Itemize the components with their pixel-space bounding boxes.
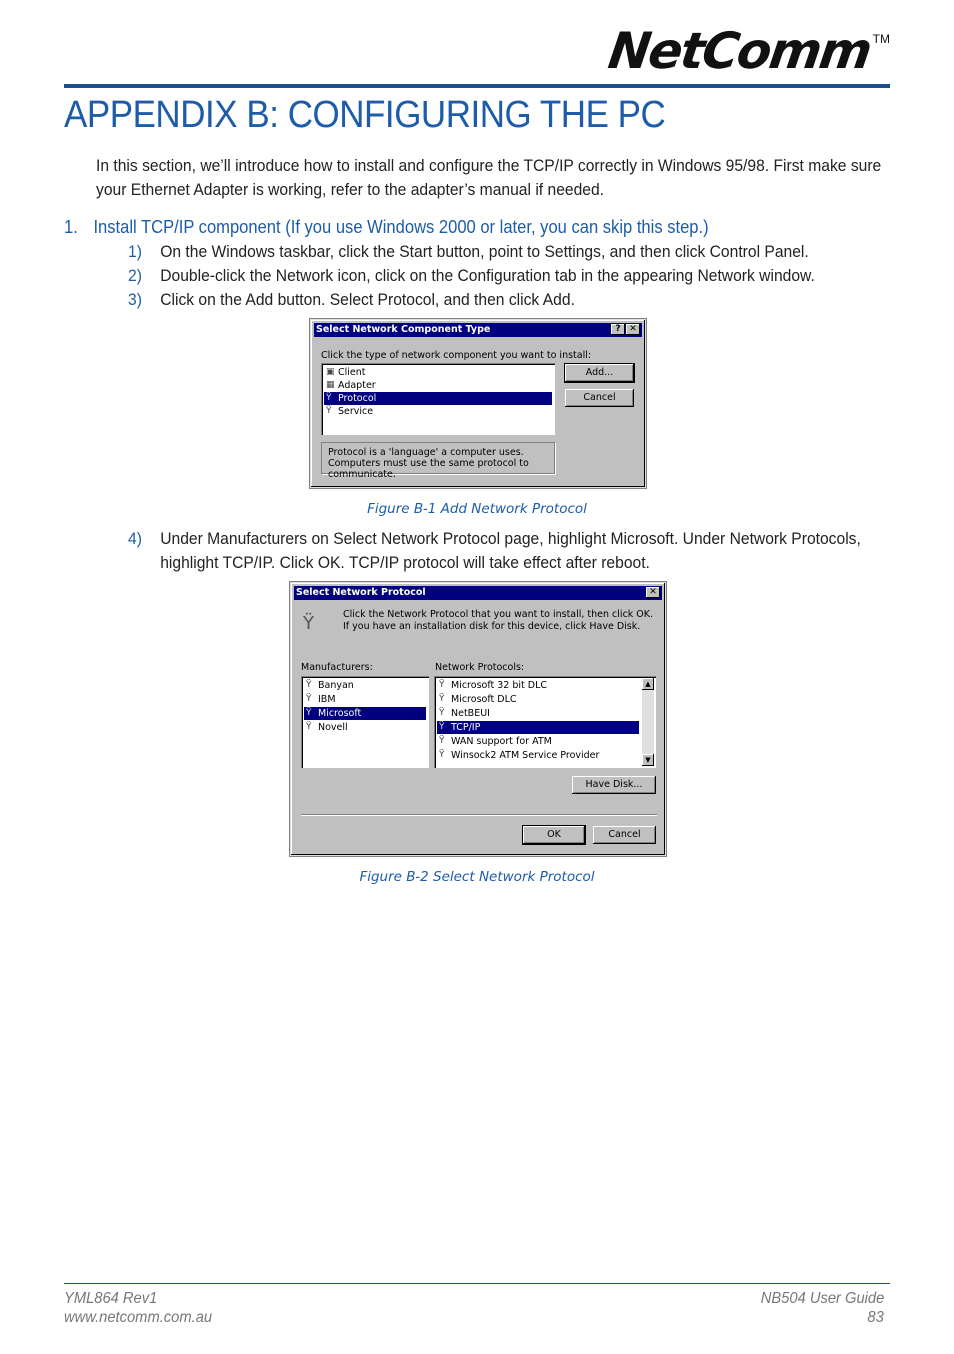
- component-description: Protocol is a 'language' a computer uses. Computers must use the same protocol to communicate.: [321, 442, 555, 474]
- list-item-ms-32bit-dlc[interactable]: Ÿ Microsoft 32 bit DLC: [439, 680, 548, 691]
- substep-number: 1): [128, 242, 142, 261]
- substep-text: On the Windows taskbar, click the Start button, point to Settings, and then click Control Panel.: [160, 242, 809, 261]
- protocol-icon: Ÿ: [439, 750, 445, 760]
- protocols-label: Network Protocols:: [435, 662, 525, 673]
- substep-number: 3): [128, 290, 142, 309]
- dialog-titlebar: [314, 323, 642, 337]
- protocol-icon: Ÿ: [326, 393, 332, 403]
- list-item-banyan[interactable]: Ÿ Banyan: [306, 680, 354, 691]
- substep-number: 2): [128, 266, 142, 285]
- client-icon: ▣: [326, 367, 335, 377]
- intro-paragraph: In this section, we’ll introduce how to install and configure the TCP/IP correctly in Windows 95/98. First make sure your Ethernet Adapter is working, refer to the adapter’s manual if needed.: [96, 156, 882, 199]
- close-button[interactable]: ✕: [646, 587, 660, 598]
- logo-wordmark: NetComm: [605, 22, 875, 80]
- protocol-instructions: Click the Network Protocol that you want to install, then click OK. If you have an installation disk for this device, click Have Disk.: [343, 609, 654, 632]
- footer-website[interactable]: www.netcomm.com.au: [64, 1309, 213, 1326]
- have-disk-button[interactable]: Have Disk...: [572, 776, 656, 794]
- footer-doc-id: YML864 Rev1: [64, 1290, 158, 1307]
- list-item-service[interactable]: Ÿ Service: [326, 406, 374, 417]
- manufacturers-list[interactable]: [301, 676, 429, 768]
- substep-text: Under Manufacturers on Select Network Protocol page, highlight Microsoft. Under Network Protocols, highlight TCP/IP. Click OK. TCP/IP protocol will take effect after reboot.: [160, 529, 861, 572]
- protocol-icon: Ÿ: [439, 722, 445, 732]
- close-button[interactable]: ✕: [626, 324, 640, 335]
- protocol-icon: Ÿ: [439, 708, 445, 718]
- select-network-protocol-dialog: [290, 582, 666, 856]
- scroll-up-icon[interactable]: ▲: [642, 678, 654, 690]
- manufacturer-icon: Ÿ: [306, 708, 312, 718]
- protocols-scrollbar[interactable]: [642, 678, 654, 766]
- adapter-icon: ▦: [326, 380, 335, 390]
- substep-text: Double-click the Network icon, click on the Configuration tab in the appearing Network window.: [160, 266, 815, 285]
- select-network-component-dialog: [310, 319, 646, 488]
- page-title: APPENDIX B: CONFIGURING THE PC: [64, 94, 666, 136]
- list-item-wan-atm[interactable]: Ÿ WAN support for ATM: [439, 736, 552, 747]
- list-item-winsock2-atm[interactable]: Ÿ Winsock2 ATM Service Provider: [439, 750, 600, 761]
- manufacturer-icon: Ÿ: [306, 694, 312, 704]
- manufacturer-icon: Ÿ: [306, 680, 312, 690]
- component-prompt: Click the type of network component you want to install:: [321, 350, 592, 361]
- list-item-ms-dlc[interactable]: Ÿ Microsoft DLC: [439, 694, 517, 705]
- trademark-symbol: TM: [872, 32, 890, 46]
- cancel-button[interactable]: Cancel: [593, 826, 656, 844]
- list-item-novell[interactable]: Ÿ Novell: [306, 722, 348, 733]
- protocol-icon: Ÿ: [439, 680, 445, 690]
- list-item-netbeui[interactable]: Ÿ NetBEUI: [439, 708, 490, 719]
- service-icon: Ÿ: [326, 406, 332, 416]
- page-number: 83: [867, 1309, 884, 1326]
- dialog-separator: [301, 814, 657, 816]
- footer-rule: [64, 1283, 890, 1284]
- header-rule: [64, 84, 890, 88]
- network-protocol-icon: Ÿ: [303, 613, 314, 634]
- footer-guide-name: NB504 User Guide: [760, 1290, 884, 1307]
- step-number: 1.: [64, 217, 78, 237]
- help-button[interactable]: ?: [611, 324, 625, 335]
- list-item-microsoft[interactable]: Ÿ Microsoft: [304, 707, 426, 720]
- step-heading-text: Install TCP/IP component (If you use Windows 2000 or later, you can skip this step.): [93, 217, 709, 237]
- protocol-icon: Ÿ: [439, 736, 445, 746]
- add-button[interactable]: Add...: [565, 364, 634, 382]
- scroll-down-icon[interactable]: ▼: [642, 754, 654, 766]
- dialog-title: Select Network Protocol: [296, 587, 426, 598]
- figure-b2-caption: Figure B-2 Select Network Protocol: [359, 869, 595, 885]
- protocol-icon: Ÿ: [439, 694, 445, 704]
- dialog-titlebar: [294, 586, 662, 600]
- list-item-client[interactable]: ▣ Client: [326, 367, 366, 378]
- manufacturers-label: Manufacturers:: [301, 662, 373, 673]
- manufacturer-icon: Ÿ: [306, 722, 312, 732]
- dialog-title: Select Network Component Type: [316, 324, 491, 335]
- list-item-adapter[interactable]: ▦ Adapter: [326, 380, 376, 391]
- list-item-protocol[interactable]: Ÿ Protocol: [324, 392, 552, 405]
- component-list[interactable]: [321, 363, 555, 435]
- figure-b1-caption: Figure B-1 Add Network Protocol: [367, 501, 587, 517]
- substep-text: Click on the Add button. Select Protocol, and then click Add.: [160, 290, 575, 309]
- step-1-heading: [64, 216, 709, 238]
- cancel-button[interactable]: Cancel: [565, 389, 634, 407]
- list-item-tcpip[interactable]: Ÿ TCP/IP: [437, 721, 639, 734]
- substep-number: 4): [128, 529, 142, 548]
- protocols-list[interactable]: [434, 676, 656, 768]
- ok-button[interactable]: OK: [523, 826, 585, 844]
- list-item-ibm[interactable]: Ÿ IBM: [306, 694, 336, 705]
